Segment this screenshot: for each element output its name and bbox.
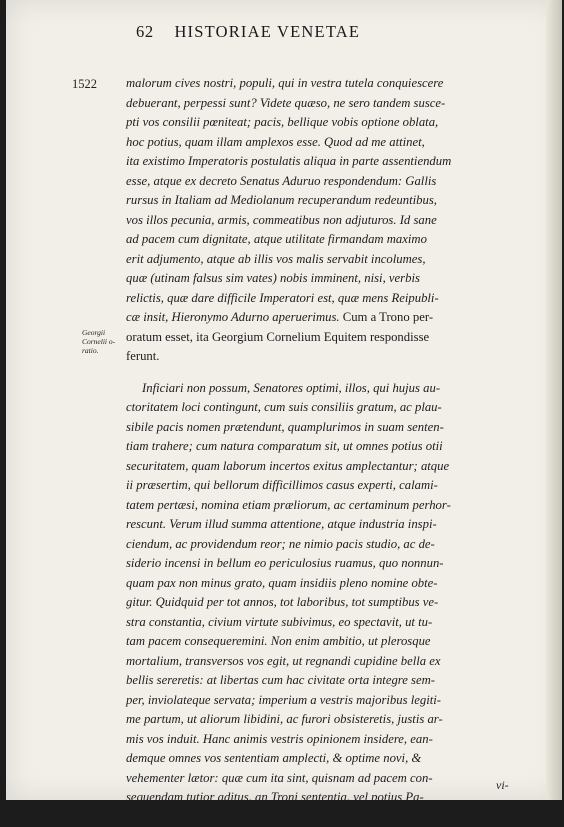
text-line: hoc potius, quam illam amplexos esse. Quod ad me attinet, <box>126 133 524 153</box>
text-line: relictis, quæ dare difficile Imperatori est, quæ mens Reipubli- <box>126 289 524 309</box>
page-edge <box>546 0 562 800</box>
margin-note-line: ratio. <box>82 346 128 355</box>
text-line: mis vos induit. Hanc animis vestris opinionem insidere, ean- <box>126 730 524 750</box>
running-head: HISTORIAE VENETAE <box>174 22 360 41</box>
text-line: ad pacem cum dignitate, atque utilitate firmandam maximo <box>126 230 524 250</box>
body-text <box>126 74 524 827</box>
margin-note-line: Georgii <box>82 328 128 337</box>
text-line: malorum cives nostri, populi, qui in vestra tutela conquiescere <box>126 74 524 94</box>
text-line: me partum, ut aliorum libidini, ac furori obsisteretis, justis ar- <box>126 710 524 730</box>
text-line: ferunt. <box>126 347 524 367</box>
text-line: tatem pertæsi, nomina etiam præliorum, ac certaminum perhor- <box>126 496 524 516</box>
text-span: cæ insit, Hieronymo Adurno aperuerimus. <box>126 310 340 324</box>
text-line: trum Collegii decreto aperiatur, disserendum est. Ille Cæsaris <box>126 808 524 827</box>
margin-note <box>82 328 128 355</box>
text-line: bellis sereretis: at libertas cum hac civitate orta integre sem- <box>126 671 524 691</box>
book-page <box>6 0 562 800</box>
text-line: tam pacem consequeremini. Non enim ambitio, ut plerosque <box>126 632 524 652</box>
text-line: vehementer lætor: quæ cum ita sint, quisnam ad pacem con- <box>126 769 524 789</box>
margin-year: 1522 <box>72 77 97 92</box>
text-line <box>126 308 524 328</box>
text-line: stra constantia, civium virtute subivimus, eo spectavit, ut tu- <box>126 613 524 633</box>
text-line: tiam trahere; cum natura comparatum sit, ut omnes potius otii <box>126 437 524 457</box>
text-line: erit adjumento, atque ab illis vos malis servabit incolumes, <box>126 250 524 270</box>
catchword: vi- <box>496 778 509 793</box>
text-line: esse, atque ex decreto Senatus Aduruo respondendum: Gallis <box>126 172 524 192</box>
margin-note-line: Cornelii o- <box>82 337 128 346</box>
text-line: quam pax non minus grato, quam insidiis pleno nomine obte- <box>126 574 524 594</box>
text-line: Inficiari non possum, Senatores optimi, illos, qui hujus au- <box>126 379 524 399</box>
text-line: per, inviolateque servata; imperium a vestris majoribus legiti- <box>126 691 524 711</box>
text-line: sequendam tutior aditus, an Troni sententia, vel potius Pa- <box>126 788 524 808</box>
page-number: 62 <box>136 22 154 41</box>
text-line: oratum esset, ita Georgium Cornelium Equitem respondisse <box>126 328 524 348</box>
text-span-roman: Cum a Trono per- <box>343 310 433 324</box>
text-line: vos illos pecunia, armis, commeatibus non adjuturos. Id sane <box>126 211 524 231</box>
text-line: demque omnes vos sententiam amplecti, & optime novi, & <box>126 749 524 769</box>
text-line: gitur. Quidquid per tot annos, tot laboribus, tot sumptibus ve- <box>126 593 524 613</box>
text-line: pti vos consilii pœniteat; pacis, bellique vobis optione oblata, <box>126 113 524 133</box>
text-line: sibile pacis nomen prætendunt, quamplurimos in suam senten- <box>126 418 524 438</box>
text-line: siderio incensi in bellum eo periculosius ruamus, quo nonnun- <box>126 554 524 574</box>
text-line: securitatem, quam laborum incertos exitus amplectantur; atque <box>126 457 524 477</box>
text-line: ii præsertim, qui bellorum difficillimos casus experti, calami- <box>126 476 524 496</box>
text-line: rursus in Italiam ad Mediolanum recuperandum redeuntibus, <box>126 191 524 211</box>
text-line: rescunt. Verum illud summa attentione, atque industria inspi- <box>126 515 524 535</box>
text-line: ita existimo Imperatoris postulatis aliqua in parte assentiendum <box>126 152 524 172</box>
text-line: quæ (utinam falsus sim vates) nobis imminent, nisi, verbis <box>126 269 524 289</box>
text-line: mortalium, transversos vos egit, ut regnandi cupidine bella ex <box>126 652 524 672</box>
text-line: debuerant, perpessi sunt? Videte quæso, ne sero tandem susce- <box>126 94 524 114</box>
page-header <box>136 22 516 42</box>
text-line: ciendum, ac providendum reor; ne nimio pacis studio, ac de- <box>126 535 524 555</box>
text-line: ctoritatem loci contingunt, cum suis consiliis gratum, ac plau- <box>126 398 524 418</box>
